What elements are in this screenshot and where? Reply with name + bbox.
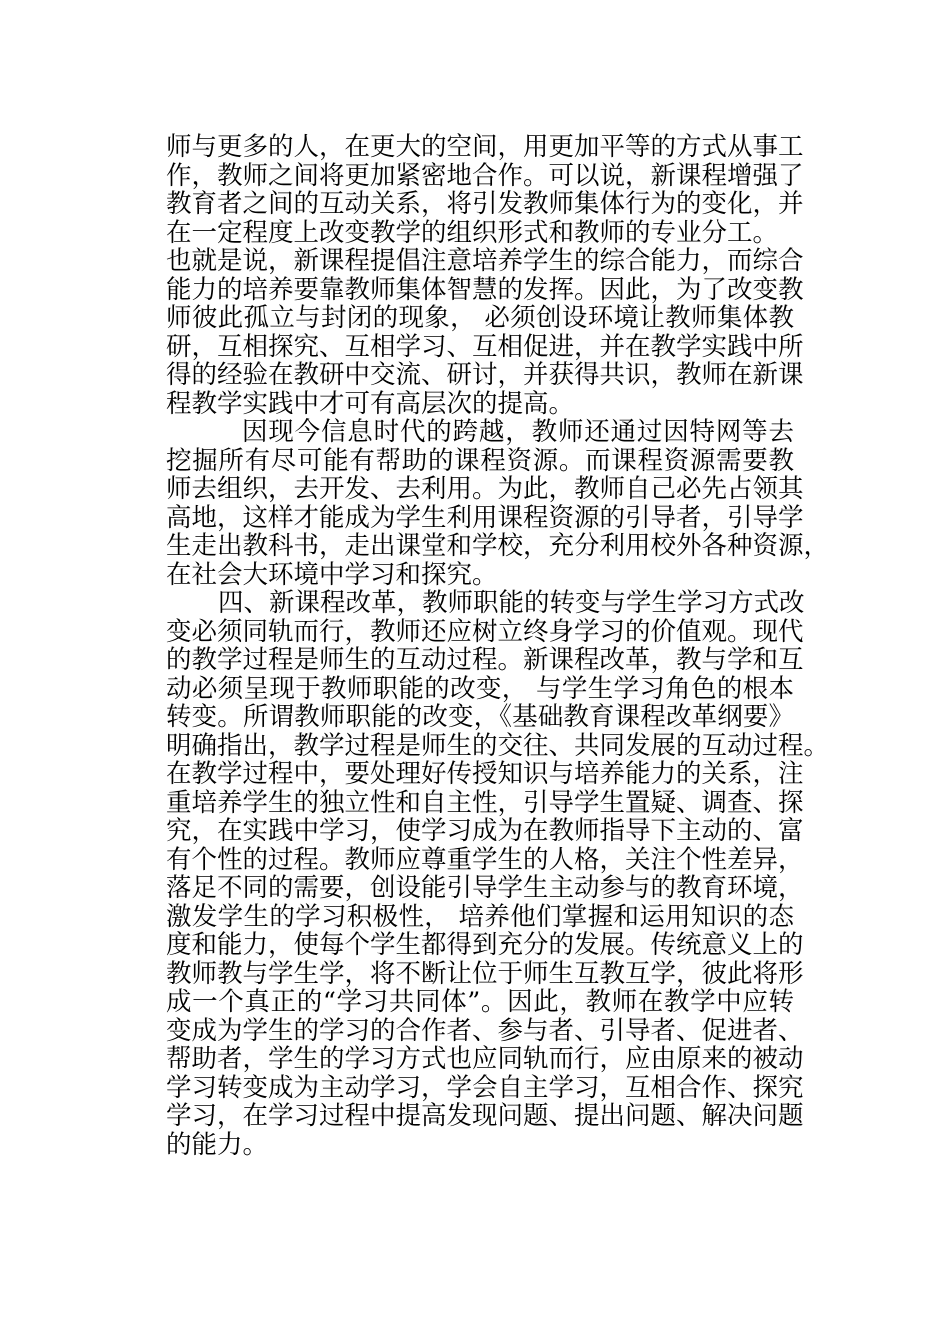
text-line: 落足不同的需要，创设能引导学生主动参与的教育环境， xyxy=(166,873,804,903)
text-line: 在一定程度上改变教学的组织形式和教师的专业分工。 xyxy=(166,217,779,248)
paragraph-3 xyxy=(166,588,830,1160)
text-line: 生走出教科书，走出课堂和学校，充分利用校外各种资源， xyxy=(166,531,830,561)
text-line: 明确指出，教学过程是师生的交往、共同发展的互动过程。 xyxy=(166,730,830,761)
document-body xyxy=(166,132,830,1160)
text-line: 帮助者，学生的学习方式也应同轨而行，应由原来的被动 xyxy=(166,1044,804,1074)
text-line: 得的经验在教研中交流、研讨，并获得共识，教师在新课 xyxy=(166,360,804,390)
text-line: 度和能力，使每个学生都得到充分的发展。传统意义上的 xyxy=(166,930,804,960)
text-line: 程教学实践中才可有高层次的提高。 xyxy=(166,388,575,419)
text-line: 重培养学生的独立性和自主性，引导学生置疑、调查、探 xyxy=(166,787,804,818)
text-line: 变必须同轨而行，教师还应树立终身学习的价值观。现代 xyxy=(166,616,804,647)
text-line: 变成为学生的学习的合作者、参与者、引导者、促进者、 xyxy=(166,1015,804,1046)
text-line: 的能力。 xyxy=(166,1129,269,1160)
text-line: 究，在实践中学习，使学习成为在教师指导下主动的、富 xyxy=(166,816,804,846)
text-line: 成一个真正的“学习共同体”。因此，教师在教学中应转 xyxy=(166,987,794,1017)
paragraph-1 xyxy=(166,132,804,419)
text-line: 学习转变成为主动学习，学会自主学习，互相合作、探究 xyxy=(166,1072,804,1103)
text-line: 四、新课程改革，教师职能的转变与学生学习方式改 xyxy=(218,588,805,618)
text-line: 作，教师之间将更加紧密地合作。可以说，新课程增强了 xyxy=(166,160,804,191)
text-line: 激发学生的学习积极性， 培养他们掌握和运用知识的态 xyxy=(166,901,794,932)
text-line: 因现今信息时代的跨越，教师还通过因特网等去 xyxy=(242,417,794,447)
text-line: 师彼此孤立与封闭的现象， 必须创设环境让教师集体教 xyxy=(166,303,794,333)
text-line: 动必须呈现于教师职能的改变， 与学生学习角色的根本 xyxy=(166,673,794,704)
text-line: 师与更多的人，在更大的空间，用更加平等的方式从事工 xyxy=(166,132,804,162)
text-line: 在社会大环境中学习和探究。 xyxy=(166,559,498,590)
text-line: 师去组织，去开发、去利用。为此，教师自己必先占领其 xyxy=(166,474,804,504)
text-line: 学习，在学习过程中提高发现问题、提出问题、解决问题 xyxy=(166,1101,804,1131)
paragraph-2 xyxy=(166,417,830,590)
text-line: 有个性的过程。教师应尊重学生的人格，关注个性差异， xyxy=(166,844,804,875)
text-line: 教育者之间的互动关系，将引发教师集体行为的变化，并 xyxy=(166,189,804,219)
text-line: 也就是说，新课程提倡注意培养学生的综合能力，而综合 xyxy=(166,246,804,276)
text-line: 研，互相探究、互相学习、互相促进，并在教学实践中所 xyxy=(166,331,804,362)
text-line: 在教学过程中，要处理好传授知识与培养能力的关系，注 xyxy=(166,759,804,789)
text-line: 转变。所谓教师职能的改变，《基础教育课程改革纲要》 xyxy=(166,702,794,732)
text-line: 的教学过程是师生的互动过程。新课程改革，教与学和互 xyxy=(166,645,804,675)
text-line: 教师教与学生学，将不断让位于师生互教互学，彼此将形 xyxy=(166,958,804,989)
text-line: 能力的培养要靠教师集体智慧的发挥。因此，为了改变教 xyxy=(166,274,804,305)
text-line: 挖掘所有尽可能有帮助的课程资源。而课程资源需要教 xyxy=(166,445,794,476)
text-line: 高地，这样才能成为学生利用课程资源的引导者，引导学 xyxy=(166,502,804,533)
